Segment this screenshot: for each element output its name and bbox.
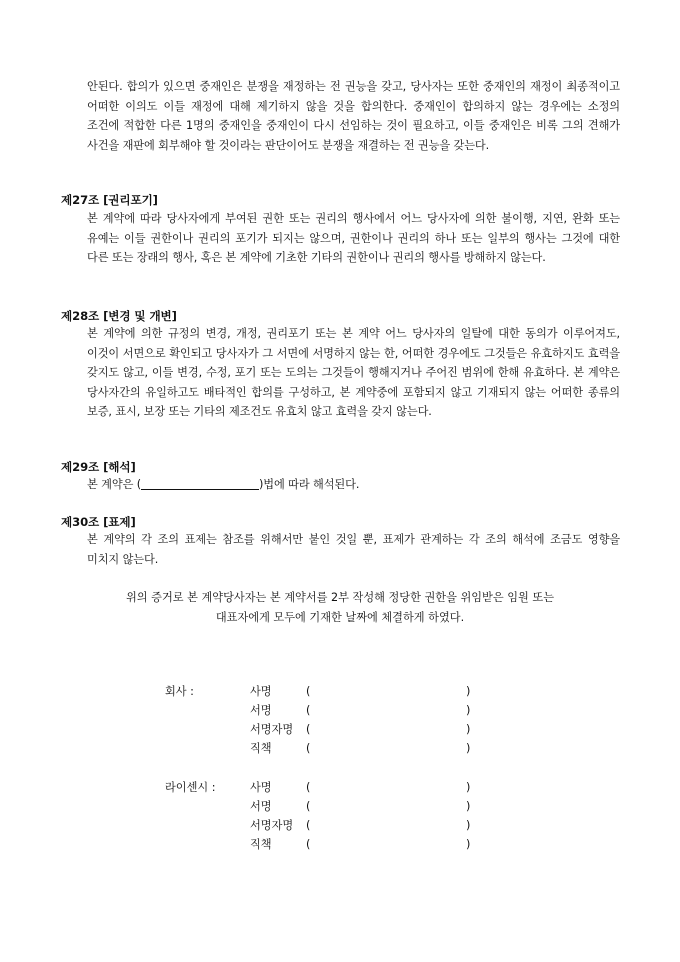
article-27-body: 본 계약에 따라 당사자에게 부여된 권한 또는 권리의 행사에서 어느 당사자에 의한 불이행, 지연, 완화 또는 유예는 이들 권한이나 권리의 포기가 되지는 않으며, 권한이나 권리의 하나 또는 일부의 행사는 그것에 대한 다른 또는 장래의 행사, 혹은 본 계약에 기초한 기타의 권한이나 권리의 행사를 방해하지 않는다.	[87, 212, 620, 265]
company-party-label: 회사 :	[165, 685, 194, 698]
bracket-open: (	[306, 704, 311, 717]
signature-field-label: 서명자명	[250, 819, 294, 832]
bracket-open: (	[306, 742, 311, 755]
intro-paragraph: 안된다. 합의가 있으면 중재인은 분쟁을 재정하는 전 권능을 갖고, 당사자는 또한 중재인의 재정이 최종적이고 어떠한 이의도 이들 재정에 대해 제기하지 않을 것을 합의한다. 중재인이 합의하지 않는 경우에는 소정의 조건에 적합한 다른 1명의 중재인을 중재인이 다시 선임하는 것이 필요하고, 이들 중재인은 비록 그의 견해가 사건을 재판에 회부해야 할 것이라는 판단이어도 분쟁을 재결하는 전 권능을 갖는다.	[87, 80, 620, 152]
bracket-open: (	[306, 685, 311, 698]
closing-line-1: 위의 증거로 본 계약당사자는 본 계약서를 2부 작성해 정당한 권한을 위임받은 임원 또는	[125, 591, 555, 604]
bracket-close: )	[466, 819, 471, 832]
article-30-heading: 제30조 [표제]	[61, 515, 136, 529]
closing-line-2: 대표자에게 모두에 기재한 날짜에 체결하게 하였다.	[215, 611, 465, 624]
bracket-close: )	[466, 800, 471, 813]
article-29-text-before: 본 계약은 (	[87, 478, 142, 491]
signature-field-label: 서명	[250, 800, 272, 813]
article-30-body: 본 계약의 각 조의 표제는 참조를 위해서만 붙인 것일 뿐, 표제가 관계하는 각 조의 해석에 조금도 영향을 미치지 않는다.	[87, 533, 620, 566]
signature-field-label: 서명	[250, 704, 272, 717]
bracket-close: )	[466, 723, 471, 736]
signature-field-label: 직책	[250, 742, 272, 755]
signature-field-label: 사명	[250, 781, 272, 794]
article-28-heading: 제28조 [변경 및 개변]	[61, 309, 177, 323]
licensee-close-brackets	[466, 778, 470, 854]
article-29-body	[87, 475, 620, 495]
bracket-close: )	[466, 781, 471, 794]
bracket-open: (	[306, 723, 311, 736]
licensee-party-label: 라이센시 :	[165, 781, 216, 794]
company-field-labels	[250, 682, 293, 758]
bracket-close: )	[466, 704, 471, 717]
article-27-heading: 제27조 [권리포기]	[61, 193, 158, 207]
bracket-open: (	[306, 800, 311, 813]
signature-field-label: 서명자명	[250, 723, 294, 736]
company-open-brackets	[306, 682, 310, 758]
licensee-field-labels	[250, 778, 293, 854]
bracket-close: )	[466, 838, 471, 851]
bracket-open: (	[306, 819, 311, 832]
signature-field-label: 사명	[250, 685, 272, 698]
licensee-open-brackets	[306, 778, 310, 854]
article-29-heading: 제29조 [해석]	[61, 460, 136, 474]
bracket-close: )	[466, 685, 471, 698]
article-28-body: 본 계약에 의한 규정의 변경, 개정, 권리포기 또는 본 계약 어느 당사자의 일탈에 대한 동의가 이루어져도, 이것이 서면으로 확인되고 당사자가 그 서면에 서명하지 않는 한, 어떠한 경우에도 그것들은 유효하지도 효력을 갖지도 않고, 이들 변경, 수정, 포기 또는 도의는 그것들이 행해지거나 주어진 범위에 한해 유효하다. 본 계약은 당사자간의 유일하고도 배타적인 합의를 구성하고, 본 계약중에 포함되지 않고 기재되지 않는 어떠한 종류의 보증, 표시, 보장 또는 기타의 제조건도 유효치 않고 효력을 갖지 않는다.	[87, 327, 620, 419]
article-29-text-after: )법에 따라 해석된다.	[259, 478, 360, 491]
law-blank-line[interactable]	[141, 477, 259, 490]
bracket-open: (	[306, 781, 311, 794]
company-close-brackets	[466, 682, 470, 758]
bracket-close: )	[466, 742, 471, 755]
signature-field-label: 직책	[250, 838, 272, 851]
bracket-open: (	[306, 838, 311, 851]
closing-statement	[60, 588, 620, 628]
